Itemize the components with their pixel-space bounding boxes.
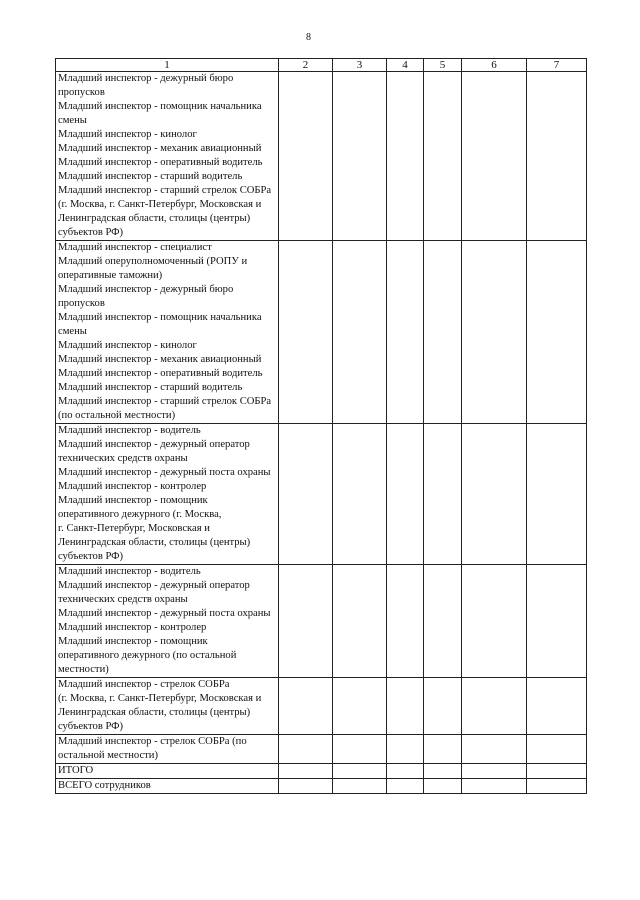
value-cell-col-5[interactable] (424, 241, 462, 424)
position-line: Младший инспектор - старший водитель (58, 171, 243, 182)
position-line: Ленинградская области, столицы (центры) (58, 213, 251, 224)
position-line: г. Санкт-Петербург, Московская и (58, 523, 210, 534)
column-header-1: 1 (56, 59, 279, 72)
table-row (56, 241, 587, 424)
position-line: Младший оперуполномоченный (РОПУ и (58, 256, 248, 267)
position-line: ВСЕГО сотрудников (58, 780, 151, 791)
position-line: Младший инспектор - дежурный бюро (58, 73, 234, 84)
position-line: Младший инспектор - помощник (58, 636, 208, 647)
value-cell-col-5[interactable] (424, 764, 462, 779)
position-line: Младший инспектор - механик авиационный (58, 143, 262, 154)
position-line: Младший инспектор - стрелок СОБРа (по (58, 736, 247, 747)
position-line: Младший инспектор - дежурный оператор (58, 439, 250, 450)
value-cell-col-4[interactable] (387, 565, 424, 678)
position-line: Младший инспектор - дежурный бюро (58, 284, 234, 295)
position-line: смены (58, 326, 87, 337)
position-cell (56, 424, 279, 565)
position-cell (56, 764, 279, 779)
position-line: оперативного дежурного (по остальной (58, 650, 237, 661)
table-row (56, 678, 587, 735)
value-cell-col-2[interactable] (279, 779, 333, 794)
value-cell-col-3[interactable] (333, 764, 387, 779)
position-line: технических средств охраны (58, 453, 188, 464)
value-cell-col-4[interactable] (387, 72, 424, 241)
column-header-7: 7 (527, 59, 587, 72)
position-line: Младший инспектор - помощник начальника (58, 101, 262, 112)
position-line: субъектов РФ) (58, 227, 124, 238)
value-cell-col-5[interactable] (424, 565, 462, 678)
position-line: субъектов РФ) (58, 721, 124, 732)
value-cell-col-6[interactable] (462, 764, 527, 779)
value-cell-col-3[interactable] (333, 565, 387, 678)
staff-table (55, 58, 587, 794)
position-cell (56, 678, 279, 735)
value-cell-col-3[interactable] (333, 72, 387, 241)
position-line: смены (58, 115, 87, 126)
position-cell (56, 72, 279, 241)
value-cell-col-6[interactable] (462, 72, 527, 241)
value-cell-col-4[interactable] (387, 764, 424, 779)
value-cell-col-7[interactable] (527, 424, 587, 565)
position-line: Младший инспектор - помощник (58, 495, 208, 506)
position-line: субъектов РФ) (58, 551, 124, 562)
position-line: оперативного дежурного (г. Москва, (58, 509, 222, 520)
position-line: Младший инспектор - оперативный водитель (58, 157, 263, 168)
position-line: Младший инспектор - оперативный водитель (58, 368, 263, 379)
value-cell-col-7[interactable] (527, 735, 587, 764)
position-line: пропусков (58, 298, 105, 309)
value-cell-col-2[interactable] (279, 764, 333, 779)
position-line: Младший инспектор - специалист (58, 242, 212, 253)
value-cell-col-7[interactable] (527, 72, 587, 241)
value-cell-col-2[interactable] (279, 241, 333, 424)
position-line: Младший инспектор - кинолог (58, 340, 197, 351)
value-cell-col-6[interactable] (462, 779, 527, 794)
value-cell-col-5[interactable] (424, 72, 462, 241)
value-cell-col-2[interactable] (279, 424, 333, 565)
position-line: (по остальной местности) (58, 410, 176, 421)
position-line: Младший инспектор - старший стрелок СОБРа (58, 396, 272, 407)
column-header-4: 4 (387, 59, 424, 72)
table-row (56, 72, 587, 241)
value-cell-col-3[interactable] (333, 678, 387, 735)
table-row (56, 764, 587, 779)
position-line: Младший инспектор - стрелок СОБРа (58, 679, 230, 690)
value-cell-col-6[interactable] (462, 424, 527, 565)
value-cell-col-4[interactable] (387, 735, 424, 764)
position-line: Младший инспектор - механик авиационный (58, 354, 262, 365)
position-line: Младший инспектор - дежурный поста охраны (58, 467, 271, 478)
position-line: оперативные таможни) (58, 270, 163, 281)
position-cell (56, 735, 279, 764)
column-header-6: 6 (462, 59, 527, 72)
position-line: остальной местности) (58, 750, 158, 761)
position-line: Младший инспектор - дежурный оператор (58, 580, 250, 591)
position-line: технических средств охраны (58, 594, 188, 605)
position-line: местности) (58, 664, 109, 675)
position-line: Младший инспектор - контролер (58, 622, 207, 633)
position-line: Младший инспектор - дежурный поста охраны (58, 608, 271, 619)
value-cell-col-4[interactable] (387, 424, 424, 565)
value-cell-col-3[interactable] (333, 241, 387, 424)
position-line: Младший инспектор - помощник начальника (58, 312, 262, 323)
value-cell-col-7[interactable] (527, 241, 587, 424)
position-line: пропусков (58, 87, 105, 98)
value-cell-col-6[interactable] (462, 565, 527, 678)
value-cell-col-5[interactable] (424, 735, 462, 764)
value-cell-col-2[interactable] (279, 72, 333, 241)
page-number: 8 (306, 32, 311, 43)
table-row (56, 779, 587, 794)
table-row (56, 424, 587, 565)
table-row (56, 735, 587, 764)
value-cell-col-5[interactable] (424, 678, 462, 735)
position-line: Младший инспектор - водитель (58, 425, 201, 436)
position-cell (56, 565, 279, 678)
value-cell-col-3[interactable] (333, 424, 387, 565)
value-cell-col-3[interactable] (333, 735, 387, 764)
column-header-2: 2 (279, 59, 333, 72)
table-row (56, 565, 587, 678)
value-cell-col-7[interactable] (527, 779, 587, 794)
value-cell-col-4[interactable] (387, 678, 424, 735)
value-cell-col-6[interactable] (462, 735, 527, 764)
position-line: Младший инспектор - контролер (58, 481, 207, 492)
value-cell-col-2[interactable] (279, 565, 333, 678)
value-cell-col-7[interactable] (527, 764, 587, 779)
value-cell-col-6[interactable] (462, 241, 527, 424)
value-cell-col-6[interactable] (462, 678, 527, 735)
column-header-3: 3 (333, 59, 387, 72)
value-cell-col-7[interactable] (527, 565, 587, 678)
value-cell-col-2[interactable] (279, 735, 333, 764)
value-cell-col-2[interactable] (279, 678, 333, 735)
value-cell-col-7[interactable] (527, 678, 587, 735)
column-header-5: 5 (424, 59, 462, 72)
position-line: Младший инспектор - старший стрелок СОБРа (58, 185, 272, 196)
position-cell (56, 779, 279, 794)
position-line: Ленинградская области, столицы (центры) (58, 707, 251, 718)
position-line: Младший инспектор - водитель (58, 566, 201, 577)
header-row (56, 59, 587, 72)
position-line: (г. Москва, г. Санкт-Петербург, Московская и (58, 693, 262, 704)
position-line: ИТОГО (58, 765, 94, 776)
position-line: Ленинградская области, столицы (центры) (58, 537, 251, 548)
position-line: Младший инспектор - кинолог (58, 129, 197, 140)
position-cell (56, 241, 279, 424)
value-cell-col-5[interactable] (424, 779, 462, 794)
position-line: Младший инспектор - старший водитель (58, 382, 243, 393)
position-line: (г. Москва, г. Санкт-Петербург, Московская и (58, 199, 262, 210)
value-cell-col-4[interactable] (387, 779, 424, 794)
value-cell-col-4[interactable] (387, 241, 424, 424)
value-cell-col-3[interactable] (333, 779, 387, 794)
value-cell-col-5[interactable] (424, 424, 462, 565)
